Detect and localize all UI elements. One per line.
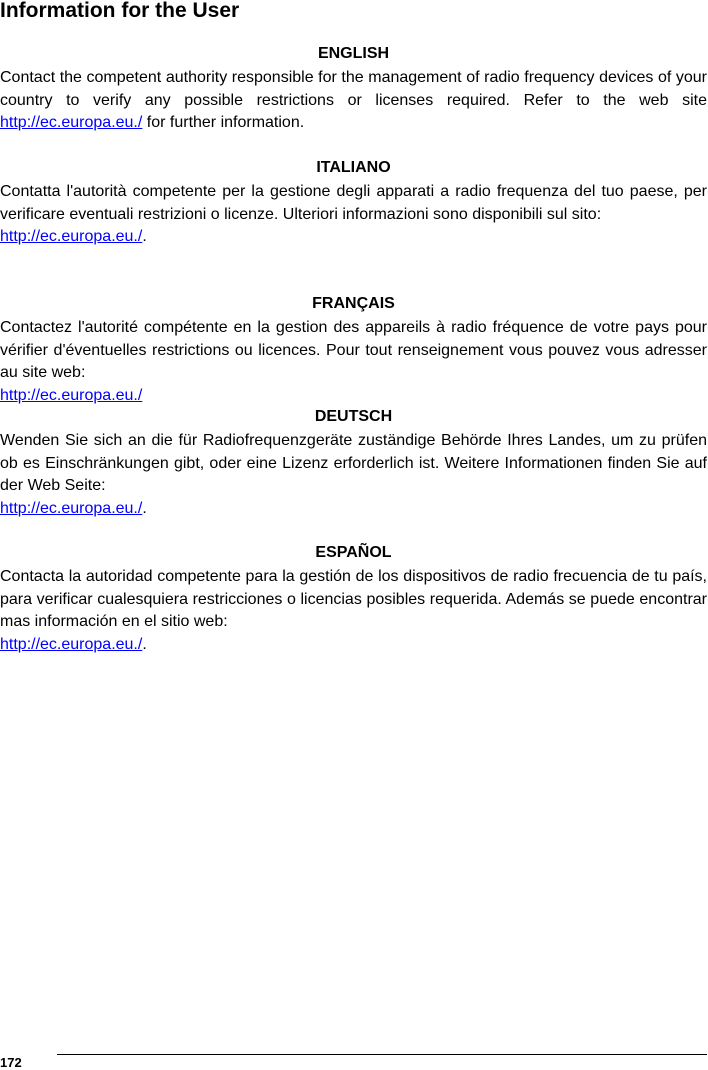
section-paragraph: Wenden Sie sich an die für Radiofrequenzgeräte zuständige Behörde Ihres Landes, um zu prüfen ob es Einschränkungen gibt, oder eine Lizenz erforderlich ist. Weitere Informationen finden Sie auf der Web Seite:: [0, 432, 707, 494]
paragraph-text: Contact the competent authority responsible for the management of radio frequency devices of your country to verify any possible restrictions or licenses required. Refer to the web site: [0, 69, 707, 109]
section-heading: DEUTSCH: [314, 408, 393, 425]
section-espanol: [0, 543, 707, 656]
section-english: [0, 44, 707, 135]
europa-link[interactable]: http://ec.europa.eu./: [0, 635, 143, 653]
europa-link[interactable]: http://ec.europa.eu./: [0, 228, 143, 245]
link-line: [0, 226, 707, 249]
section-italiano: [0, 158, 707, 249]
page-title: Information for the User: [0, 0, 240, 22]
footer-divider: [57, 1054, 707, 1055]
europa-link[interactable]: http://ec.europa.eu./: [0, 386, 143, 404]
section-heading: ESPAÑOL: [315, 544, 392, 561]
paragraph-text-end: for further information.: [142, 114, 305, 131]
section-paragraph: Contactez l'autorité compétente en la gestion des appareils à radio fréquence de votre pays pour vérifier d'éventuelles restrictions ou licences. Pour tout renseignement vous pouvez vous adresser au site web:: [0, 319, 707, 381]
section-paragraph: Contatta l'autorità competente per la gestione degli apparati a radio frequenza del tuo paese, per verificare eventuali restrizioni o licenze. Ulteriori informazioni sono disponibili sul sito:: [0, 183, 707, 223]
section-paragraph: Contacta la autoridad competente para la gestión de los dispositivos de radio frecuencia de tu país, para verificar cualesquiera restricciones o licencias posibles requerida. Además se puede encontrar mas información en el sitio web:: [0, 568, 707, 630]
section-deutsch: [0, 407, 707, 520]
link-suffix: .: [142, 635, 147, 653]
link-line: [0, 634, 707, 657]
section-heading: FRANÇAIS: [312, 295, 395, 312]
link-suffix: .: [142, 228, 147, 245]
link-suffix: .: [142, 499, 147, 517]
section-heading: ENGLISH: [317, 45, 390, 62]
europa-link[interactable]: http://ec.europa.eu./: [0, 499, 143, 517]
section-heading: ITALIANO: [316, 159, 391, 176]
link-line: [0, 498, 707, 521]
page-number: 172: [0, 1055, 22, 1070]
section-francais: [0, 294, 707, 407]
link-line: [0, 385, 707, 408]
section-paragraph: [0, 67, 707, 135]
europa-link[interactable]: http://ec.europa.eu./: [0, 114, 143, 131]
